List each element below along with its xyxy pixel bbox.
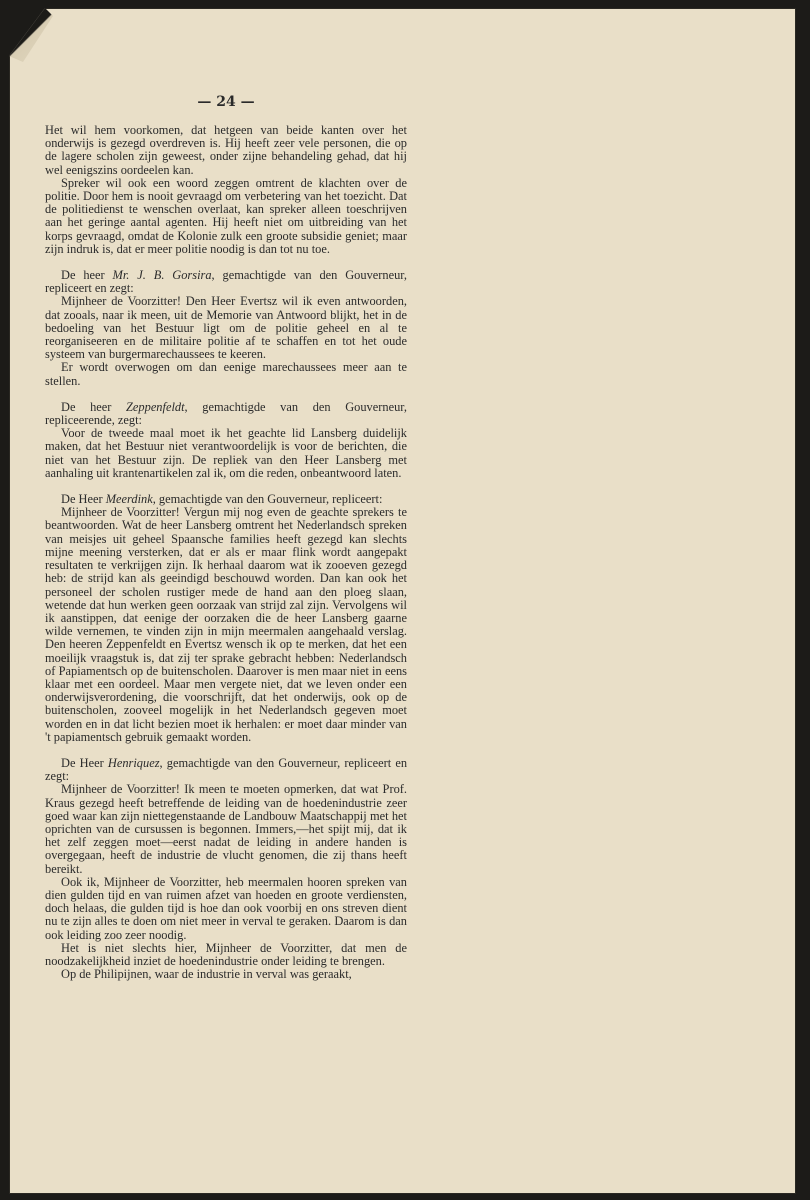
speaker-intro-suffix: , gemachtigde van den Gouverneur, repliceert en zegt: xyxy=(45,755,408,784)
speaker-intro-suffix: , gemachtigde van den Gouverneur, repliceert: xyxy=(152,492,383,507)
body-text xyxy=(45,124,407,981)
speaker-name: Meerdink xyxy=(105,492,153,507)
paragraph: Voor de tweede maal moet ik het geachte lid Lansberg duidelijk maken, dat het Bestuur niet verantwoordelijk is voor de berichten, die niet van het Bestuur zijn. De repliek van den Heer Lansberg met aanhaling uit krantenartikelen zal ik, om die reden, onbeantwoord laten. xyxy=(45,426,407,480)
speaker-intro xyxy=(45,401,407,427)
speaker-intro-prefix: De heer xyxy=(61,268,113,283)
paragraph: Ook ik, Mijnheer de Voorzitter, heb meermalen hooren spreken van dien gulden tijd en van ruimen afzet van hoeden en groote verdiensten, doch helaas, die gulden tijd is hoe dan ook voorbij en ons streven dient nu te zijn alles te doen om niet meer in verval te geraken. Daarom is dan ook leiding zoo zeer noodig. xyxy=(45,874,407,942)
speaker-intro xyxy=(45,757,407,783)
paragraph: Er wordt overwogen om dan eenige marechaussees meer aan te stellen. xyxy=(45,360,407,388)
paragraph: Het wil hem voorkomen, dat hetgeen van beide kanten over het onderwijs is gezegd overdreven is. Hij heeft zeer vele personen, die op de lagere scholen zijn geweest, onder zijne behandeling gehad, dat hij wel eenigszins oordeelen kan. xyxy=(45,123,407,177)
paragraph: Mijnheer de Voorzitter! Den Heer Evertsz wil ik even antwoorden, dat zooals, naar ik meen, uit de Memorie van Antwoord blijkt, het in de bedoeling van het Bestuur ligt om de politie geheel en al te reorganiseeren en de militaire politie af te schaffen en tot het oude systeem van burgermarechaussees te keeren. xyxy=(45,294,407,362)
paragraph: Spreker wil ook een woord zeggen omtrent de klachten over de politie. Door hem is nooit gevraagd om verbetering van het toezicht. Dat de politiedienst te wenschen overlaat, kan spreker alleen toeschrijven aan het geringe aantal agenten. Hij heeft niet om uitbreiding van het korps gevraagd, omdat de Kolonie zulk een groote subsidie geniet; maar zijn indruk is, dat er meer politie noodig is dan tot nu toe. xyxy=(45,175,407,256)
paragraph: Mijnheer de Voorzitter! Ik meen te moeten opmerken, dat wat Prof. Kraus gezegd heeft betreffende de leiding van de hoedenindustrie zeer goed waar kan zijn niettegenstaande de Landbouw Maatschappij met het oprichten van de cursussen is begonnen. Immers,—het spijt mij, dat ik het zelf zeggen moet—eerst nadat de leiding in andere handen is overgegaan, heeft de industrie de vlucht genomen, die zij thans heeft bereikt. xyxy=(45,782,407,876)
speaker-intro-prefix: De Heer xyxy=(61,492,106,507)
speaker-intro-suffix: , gemachtigde van den Gouverneur, repliceerende, zegt: xyxy=(45,399,407,428)
speaker-intro-prefix: De Heer xyxy=(61,755,108,770)
speaker-name: Mr. J. B. Gorsira xyxy=(112,268,212,283)
page-number: — 24 — xyxy=(197,94,255,110)
speaker-intro xyxy=(45,269,407,295)
paragraph: Op de Philipijnen, waar de industrie in verval was geraakt, xyxy=(61,967,352,982)
speaker-intro-suffix: , gemachtigde van den Gouverneur, repliceert en zegt: xyxy=(45,268,408,296)
speaker-name: Zeppenfeldt xyxy=(126,399,185,414)
paragraph: Mijnheer de Voorzitter! Vergun mij nog even de geachte sprekers te beantwoorden. Wat de heer Lansberg omtrent het Nederlandsch spreken van meisjes uit geheel Spaansche families heeft gezegd kan slechts mijne meening versterken, dat er als er maar flink wordt aangepakt resultaten te verkrijgen zijn. Ik herhaal daarom wat ik zooeven gezegd heb: de strijd kan als geeindigd beschouwd worden. Dan kan ook het personeel der scholen rustiger mede de hand aan den ploeg slaan, wetende dat hun werken geen oorzaak van strijd zal zijn. Vervolgens wil ik aanstippen, dat eenige der oorzaken die de heer Lansberg gaarne wilde vernemen, te vinden zijn in mijn meermalen aangehaald verslag. Den heeren Zeppenfeldt en Evertsz wensch ik op te merken, dat het een moeilijk vraagstuk is, dat zij ter sprake gebracht hebben: Nederlandsch of Papiamentsch op de buitenscholen. Daarover is men maar niet in eens klaar met een oordeel. Maar men vergete niet, dat we leven onder een onderwijsverordening, die voorschrijft, dat het onderwijs, ook op de buitenscholen, zooveel mogelijk in het Nederlandsch gegeven moet worden en in dat licht bezien moet ik herhalen: er moet daar minder van 't papiamentsch gebruik gemaakt worden. xyxy=(45,505,407,744)
speaker-intro-prefix: De heer xyxy=(61,399,127,414)
paragraph: Het is niet slechts hier, Mijnheer de Voorzitter, dat men de noodzakelijkheid inziet de hoedenindustrie onder leiding te brengen. xyxy=(45,940,407,968)
speaker-name: Henriquez xyxy=(107,755,160,770)
